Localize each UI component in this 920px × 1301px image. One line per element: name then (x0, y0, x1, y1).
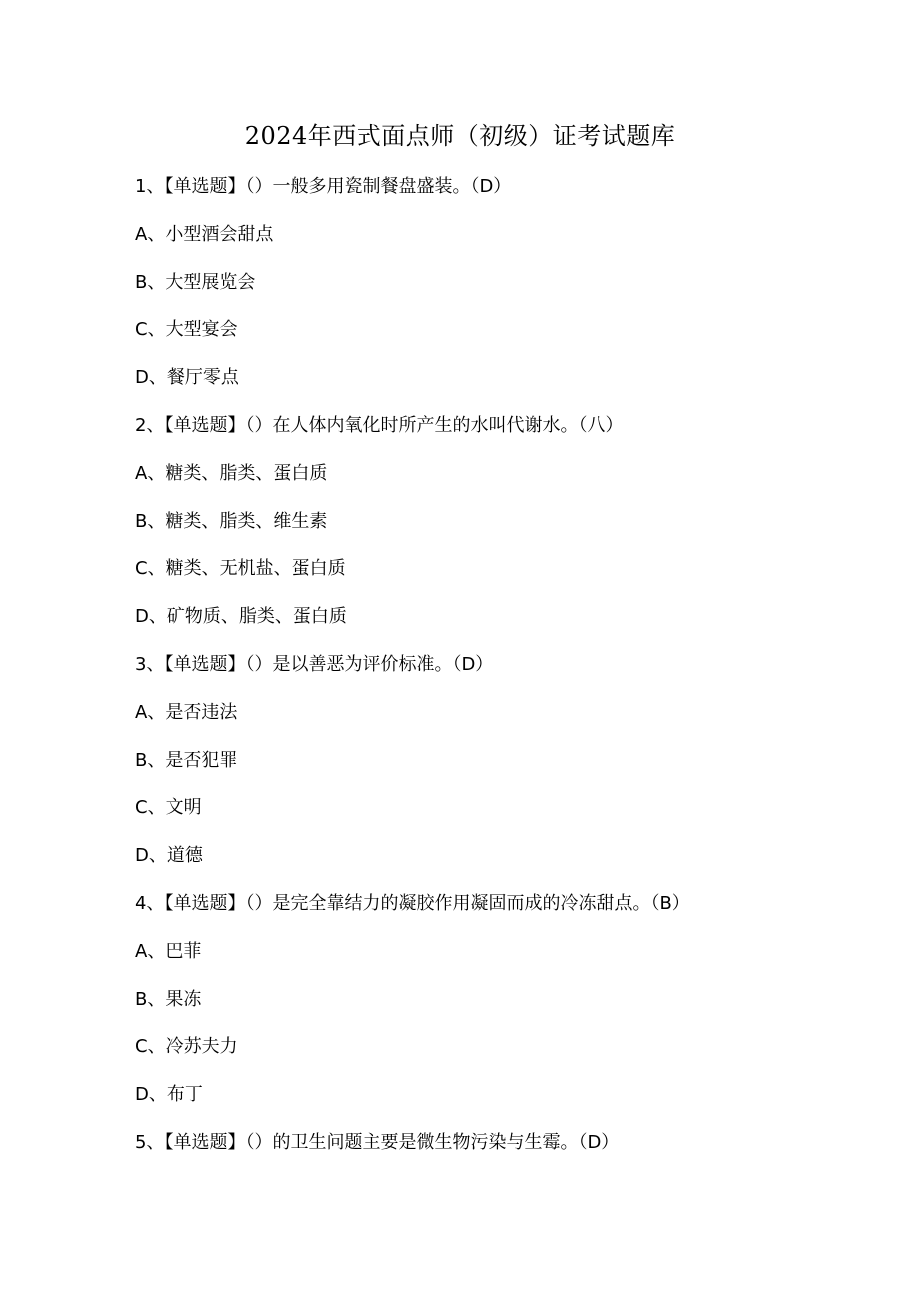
question-4-option-b: B、果冻 (135, 988, 202, 1010)
question-4-option-d: D、布丁 (135, 1084, 203, 1106)
question-2-option-b: B、糖类、脂类、维生素 (135, 510, 328, 532)
question-5-stem: 5、【单选题】（）的卫生问题主要是微生物污染与生霉。（D） (135, 1131, 620, 1153)
question-1-stem: 1、【单选题】（）一般多用瓷制餐盘盛装。（D） (135, 176, 512, 197)
question-3-stem: 3、【单选题】（）是以善恶为评价标准。（D） (135, 653, 494, 675)
question-2-option-a: A、糖类、脂类、蛋白质 (135, 462, 328, 484)
question-4-option-a: A、巴菲 (135, 940, 202, 962)
question-3-option-b: B、是否犯罪 (135, 749, 238, 771)
question-4-option-c: C、冷苏夫力 (135, 1036, 238, 1058)
question-2-option-c: C、糖类、无机盐、蛋白质 (135, 558, 346, 580)
question-3-option-d: D、道德 (135, 845, 203, 867)
document-title: 2024年西式面点师（初级）证考试题库 (244, 122, 676, 150)
question-list (135, 163, 875, 1167)
question-1-option-c: C、大型宴会 (135, 319, 238, 341)
question-3-option-a: A、是否违法 (135, 701, 238, 723)
question-4-stem: 4、【单选题】（）是完全靠结力的凝胶作用凝固而成的冷冻甜点。（B） (135, 892, 690, 914)
question-1-option-d: D、餐厅零点 (135, 367, 239, 389)
question-1-option-b: B、大型展览会 (135, 271, 256, 293)
question-3-option-c: C、文明 (135, 797, 202, 819)
question-2-stem: 2、【单选题】（）在人体内氧化时所产生的水叫代谢水。（八） (135, 414, 624, 436)
question-2-option-d: D、矿物质、脂类、蛋白质 (135, 606, 347, 628)
question-1-option-a: A、小型酒会甜点 (135, 223, 274, 245)
